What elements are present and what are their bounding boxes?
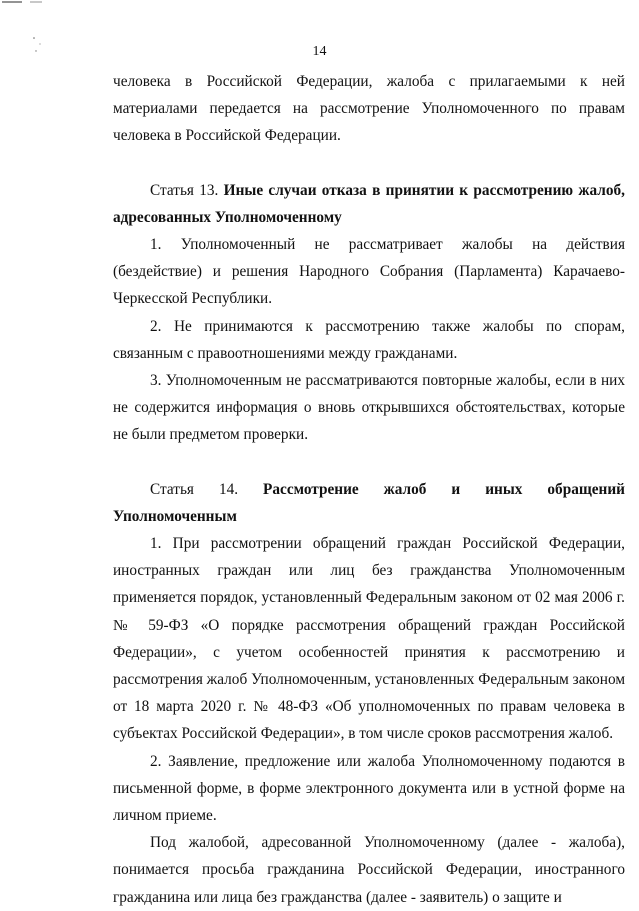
- article-14-clause-3: Под жалобой, адресованной Уполномоченному (далее - жалоба), понимается просьба гражданина Российской Федерации, иностранного гражданина или лица без гражданства (далее - заявитель) о защите и: [113, 834, 625, 906]
- article-13-title: Иные случаи отказа в принятии к рассмотрению жалоб, адресованных Уполномоченному: [113, 181, 625, 226]
- article-13-clause-1: 1. Уполномоченный не рассматривает жалобы на действия (бездействие) и решения Народного Собрания (Парламента) Карачаево-Черкесской Республики.: [113, 236, 625, 308]
- article-13-number: Статья 13.: [150, 181, 224, 199]
- article-14-title: Рассмотрение жалоб и иных обращений Уполномоченным: [113, 480, 625, 525]
- article-13-clause-2: 2. Не принимаются к рассмотрению также жалобы по спорам, связанным с правоотношениями между гражданами.: [113, 317, 625, 362]
- paragraph-spacer: [113, 150, 625, 177]
- document-body: [113, 68, 625, 911]
- article-13-clause-3: 3. Уполномоченным не рассматриваются повторные жалобы, если в них не содержится информация о вновь открывшихся обстоятельствах, которые не были предметом проверки.: [113, 372, 625, 444]
- article-14-heading: [113, 476, 625, 530]
- page-number: 14: [312, 44, 327, 59]
- article-14-clause-2: 2. Заявление, предложение или жалоба Уполномоченному подаются в письменной форме, в форме электронного документа или в устной форме на личном приеме.: [113, 752, 625, 825]
- paragraph-spacer: [113, 449, 625, 476]
- article-14-number: Статья 14.: [150, 480, 264, 498]
- article-14-clause-1: 1. При рассмотрении обращений граждан Российской Федерации, иностранных граждан или лиц без гражданства Уполномоченным применяется порядок, установленный Федеральным законом от 02 мая 2006 г. № 59-ФЗ «О порядке рассмотрения обращений граждан Российской Федерации», с учетом особенностей принятия к рассмотрению и рассмотрения жалоб Уполномоченным, установленных Федеральным законом от 18 марта 2020 г. № 48-ФЗ «Об уполномоченных по правам человека в субъектах Российской Федерации», в том числе сроков рассмотрения жалоб.: [113, 535, 626, 743]
- paragraph-continuation: человека в Российской Федерации, жалоба с прилагаемыми к ней материалами передается на рассмотрение Уполномоченного по правам человека в Российской Федерации.: [113, 73, 625, 145]
- article-13-heading: [113, 177, 625, 231]
